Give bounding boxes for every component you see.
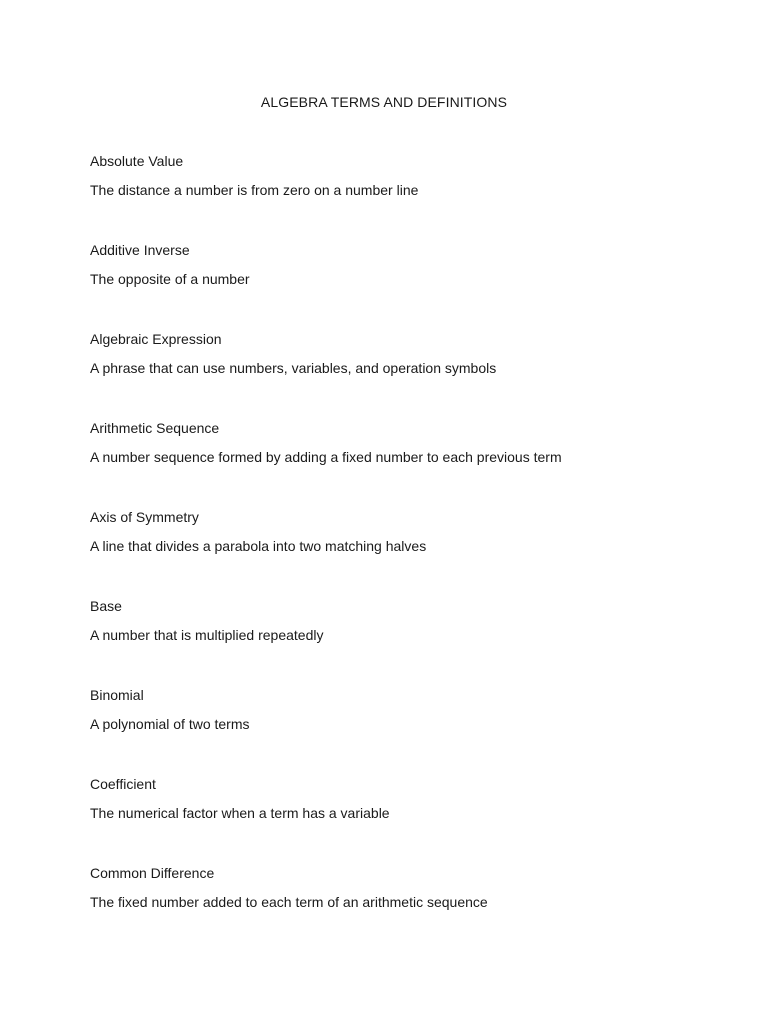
glossary-entry xyxy=(90,597,730,686)
glossary-term: Base xyxy=(90,598,122,614)
glossary-definition: A polynomial of two terms xyxy=(90,716,250,732)
glossary-list xyxy=(90,152,730,953)
glossary-term: Common Difference xyxy=(90,865,215,881)
glossary-entry xyxy=(90,241,730,330)
glossary-definition: The fixed number added to each term of an arithmetic sequence xyxy=(90,894,488,910)
glossary-entry xyxy=(90,864,730,953)
glossary-definition: A number sequence formed by adding a fixed number to each previous term xyxy=(90,449,562,465)
glossary-term: Arithmetic Sequence xyxy=(90,420,220,436)
glossary-term: Axis of Symmetry xyxy=(90,509,199,525)
document-title: ALGEBRA TERMS AND DEFINITIONS xyxy=(260,94,508,110)
glossary-entry xyxy=(90,330,730,419)
glossary-entry xyxy=(90,419,730,508)
glossary-term: Binomial xyxy=(90,687,144,703)
glossary-definition: The opposite of a number xyxy=(90,271,250,287)
glossary-term: Coefficient xyxy=(90,776,156,792)
glossary-definition: A number that is multiplied repeatedly xyxy=(90,627,324,643)
glossary-term: Additive Inverse xyxy=(90,242,190,258)
glossary-entry xyxy=(90,152,730,241)
glossary-definition: The distance a number is from zero on a number line xyxy=(90,182,419,198)
glossary-definition: A line that divides a parabola into two matching halves xyxy=(90,538,427,554)
glossary-term: Absolute Value xyxy=(90,153,184,169)
glossary-entry xyxy=(90,775,730,864)
glossary-term: Algebraic Expression xyxy=(90,331,222,347)
glossary-definition: The numerical factor when a term has a variable xyxy=(90,805,390,821)
glossary-entry xyxy=(90,686,730,775)
glossary-definition: A phrase that can use numbers, variables, and operation symbols xyxy=(90,360,497,376)
glossary-entry xyxy=(90,508,730,597)
